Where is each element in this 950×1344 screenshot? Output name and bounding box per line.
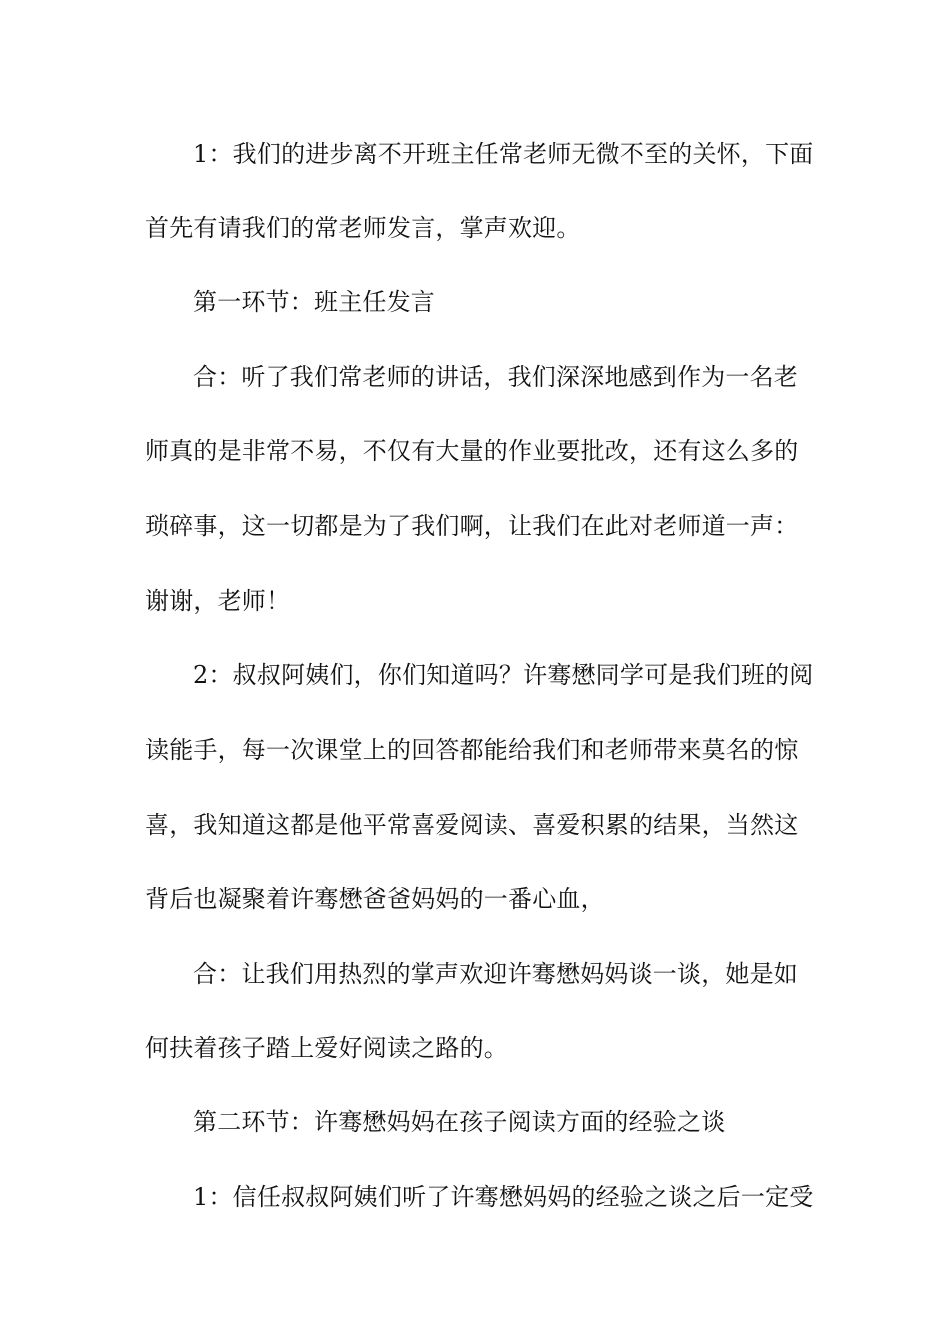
text-line: 师真的是非常不易，不仅有大量的作业要批改，还有这么多的: [145, 437, 799, 465]
text-line: 合：听了我们常老师的讲话，我们深深地感到作为一名老: [193, 363, 798, 391]
text-line: 首先有请我们的常老师发言，掌声欢迎。: [145, 214, 581, 242]
text-line: 何扶着孩子踏上爱好阅读之路的。: [145, 1034, 508, 1062]
section-heading: 第二环节：许骞懋妈妈在孩子阅读方面的经验之谈: [193, 1108, 726, 1136]
text-line: 读能手，每一次课堂上的回答都能给我们和老师带来莫名的惊: [145, 736, 799, 764]
section-heading: 第一环节：班主任发言: [193, 288, 435, 316]
text-line: 1：我们的进步离不开班主任常老师无微不至的关怀，下面: [193, 140, 814, 168]
text-line: 1：信任叔叔阿姨们听了许骞懋妈妈的经验之谈之后一定受: [193, 1183, 814, 1211]
text-line: 喜，我知道这都是他平常喜爱阅读、喜爱积累的结果，当然这: [145, 811, 799, 839]
text-line: 谢谢，老师！: [145, 587, 291, 615]
text-line: 琐碎事，这一切都是为了我们啊，让我们在此对老师道一声：: [145, 512, 799, 540]
text-line: 2：叔叔阿姨们，你们知道吗？许骞懋同学可是我们班的阅: [193, 661, 814, 689]
text-line: 背后也凝聚着许骞懋爸爸妈妈的一番心血，: [145, 885, 605, 913]
text-line: 合：让我们用热烈的掌声欢迎许骞懋妈妈谈一谈，她是如: [193, 960, 798, 988]
